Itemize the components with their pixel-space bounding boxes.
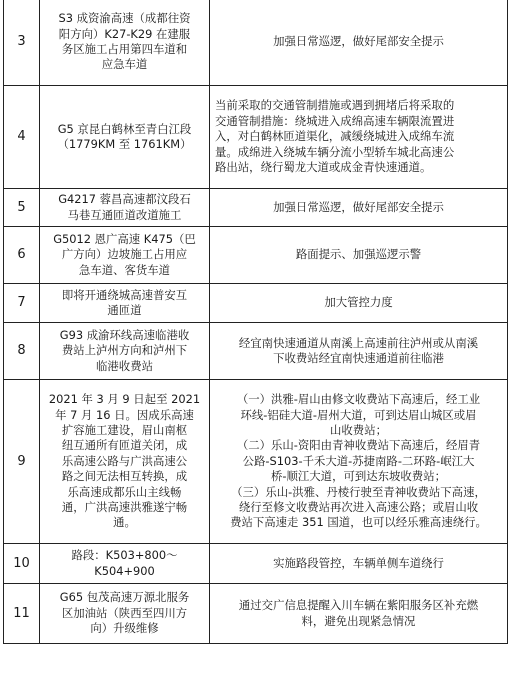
table-row <box>4 189 508 227</box>
measure-cell: 加强日常巡逻，做好尾部安全提示 <box>210 0 508 86</box>
measure-cell: 当前采取的交通管制措施或遇到拥堵后将采取的 交通管制措施：绕城进入成绵高速车辆限流置进 入，对白鹤林匝道渠化，减缓绕城进入成绵车流 量。成绵进入绕城车辆分流小型轿车城北高速公 路出站，绕行蜀龙大道或成金青快速通道。 <box>210 86 508 189</box>
measure-cell: 加大管控力度 <box>210 284 508 323</box>
table-row <box>4 544 508 584</box>
row-number: 4 <box>4 86 40 189</box>
traffic-control-table <box>3 0 508 644</box>
table-row <box>4 323 508 380</box>
row-number: 9 <box>4 380 40 544</box>
row-number: 7 <box>4 284 40 323</box>
measure-cell: 经宜南快速通道从南溪上高速前往泸州或从南溪 下收费站经宜南快速通道前往临港 <box>210 323 508 380</box>
measure-cell: 加强日常巡逻，做好尾部安全提示 <box>210 189 508 227</box>
row-number: 8 <box>4 323 40 380</box>
table-row <box>4 86 508 189</box>
row-number: 3 <box>4 0 40 86</box>
location-cell: 2021 年 3 月 9 日起至 2021 年 7 月 16 日。因成乐高速 扩容施工建设，眉山南枢 纽互通所有匝道关闭，成 乐高速公路与广洪高速公 路之间无法相互转换，成 乐高速成都乐山主线畅 通，广洪高速洪雅遂宁畅 通。 <box>40 380 210 544</box>
table-row <box>4 584 508 644</box>
table-row <box>4 380 508 544</box>
location-cell: G4217 蓉昌高速都汶段石 马巷互通匝道改道施工 <box>40 189 210 227</box>
location-cell: 即将开通绕城高速普安互 通匝道 <box>40 284 210 323</box>
row-number: 6 <box>4 227 40 284</box>
measure-cell: （一）洪雅-眉山由修文收费站下高速后，经工业 环线-铝硅大道-眉州大道，可到达眉山城区或眉 山收费站； （二）乐山-资阳由青神收费站下高速后，经眉青 公路-S103-千禾大道-苏捷南路-二环路-岷江大 桥-顺江大道，可到达东坡收费站； （三）乐山-洪雅、丹棱行驶至青神收费站下高速， 绕行至修文收费站再次进入高速公路；或眉山收 费站下高速走 351 国道，也可以经乐雅高速绕行。 <box>210 380 508 544</box>
row-number: 5 <box>4 189 40 227</box>
location-cell: 路段：K503+800～ K504+900 <box>40 544 210 584</box>
row-number: 11 <box>4 584 40 644</box>
location-cell: G65 包茂高速万源北服务 区加油站（陕西至四川方 向）升级维修 <box>40 584 210 644</box>
location-cell: G5012 恩广高速 K475（巴 广方向）边坡施工占用应 急车道、客货车道 <box>40 227 210 284</box>
table-row <box>4 0 508 86</box>
table-row <box>4 227 508 284</box>
measure-cell: 路面提示、加强巡逻示警 <box>210 227 508 284</box>
row-number: 10 <box>4 544 40 584</box>
location-cell: G93 成渝环线高速临港收 费站上泸州方向和泸州下 临港收费站 <box>40 323 210 380</box>
measure-cell: 实施路段管控，车辆单侧车道绕行 <box>210 544 508 584</box>
location-cell: S3 成资渝高速（成都往资 阳方向）K27-K29 在建服 务区施工占用第四车道和 应急车道 <box>40 0 210 86</box>
location-cell: G5 京昆白鹤林至青白江段 （1779KM 至 1761KM） <box>40 86 210 189</box>
table-row <box>4 284 508 323</box>
measure-cell: 通过交广信息提醒入川车辆在紫阳服务区补充燃 料，避免出现紧急情况 <box>210 584 508 644</box>
